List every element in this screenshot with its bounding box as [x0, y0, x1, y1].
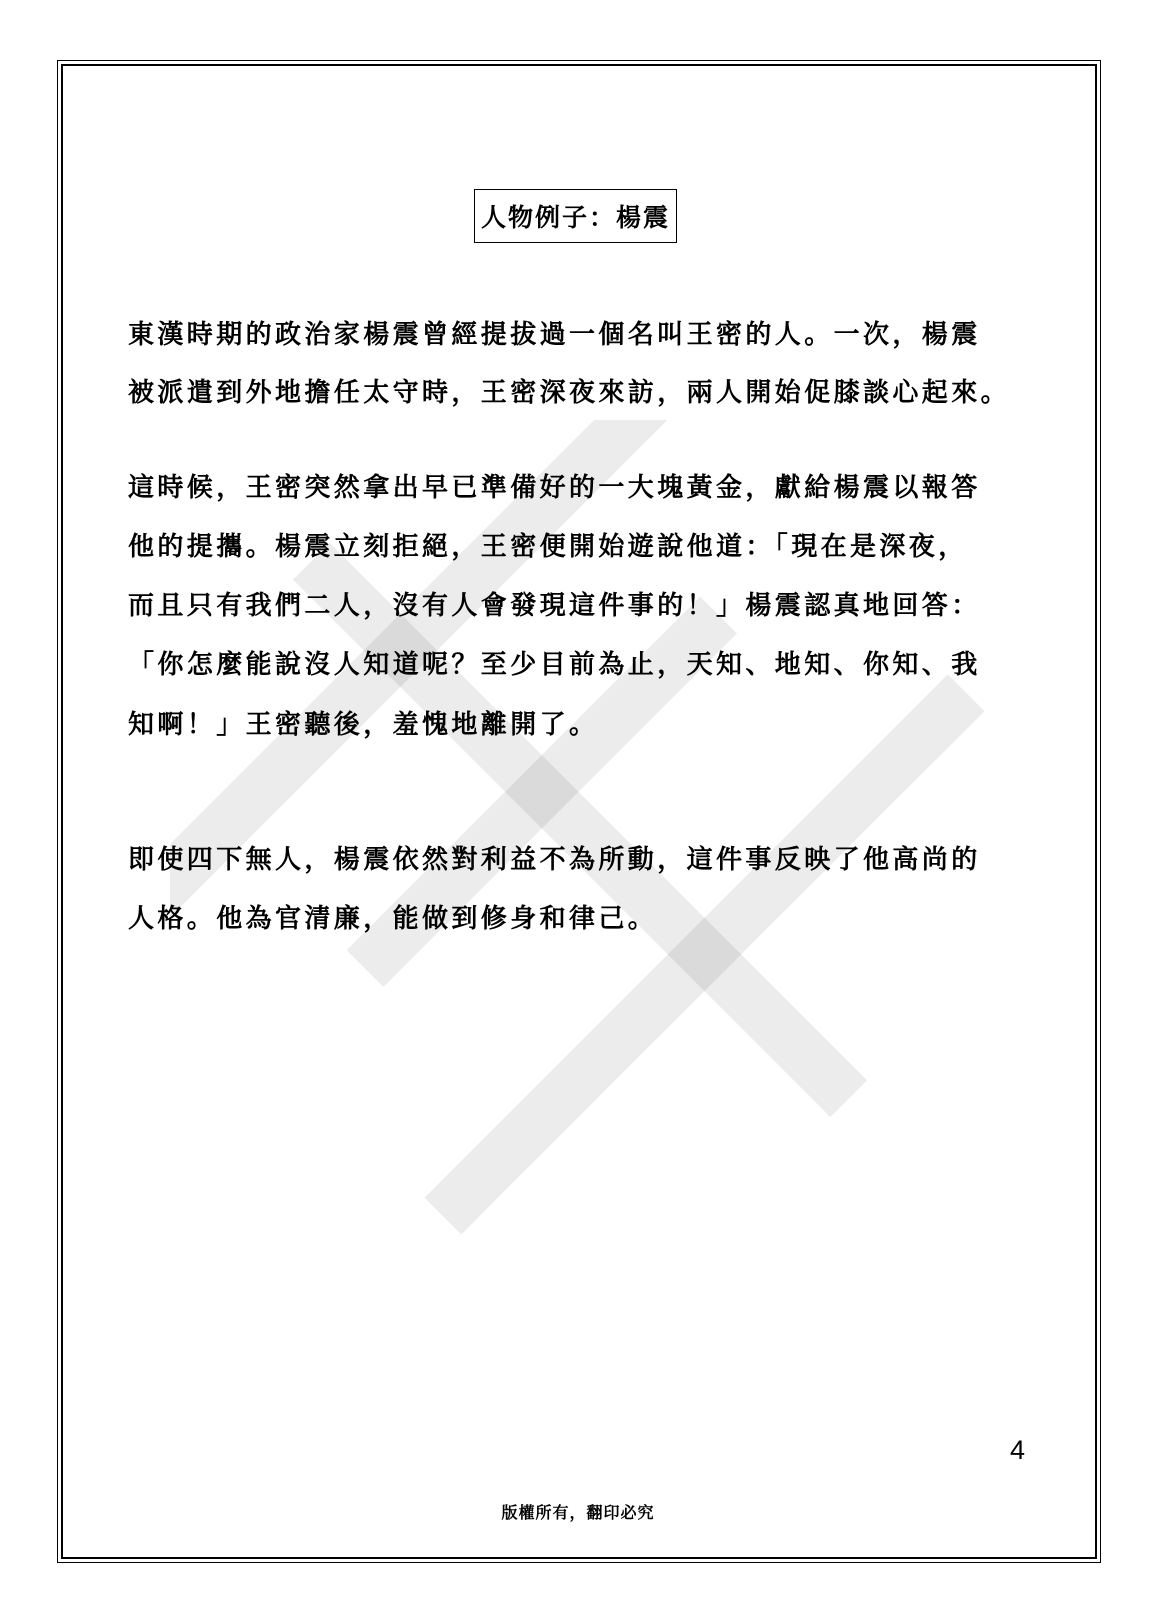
section-heading: 人物例子：楊震: [474, 189, 677, 243]
paragraph-2-line-1: 這時候，王密突然拿出早已準備好的一大塊黃金，獻給楊震以報答: [128, 473, 981, 503]
paragraph-3-line-2: 人格。他為官清廉，能做到修身和律己。: [128, 904, 658, 934]
paragraph-2-line-4: 「你怎麼能說沒人知道呢？至少目前為止，天知、地知、你知、我: [128, 650, 981, 680]
paragraph-1-line-2: 被派遣到外地擔任太守時，王密深夜來訪，兩人開始促膝談心起來。: [128, 378, 1011, 408]
paragraph-2-line-3: 而且只有我們二人，沒有人會發現這件事的！」楊震認真地回答：: [128, 591, 981, 621]
paragraph-2-line-2: 他的提攜。楊震立刻拒絕，王密便開始遊說他道：「現在是深夜，: [128, 532, 968, 562]
paragraph-1-line-1: 東漢時期的政治家楊震曾經提拔過一個名叫王密的人。一次，楊震: [128, 320, 981, 350]
page-number: 4: [1010, 1435, 1026, 1465]
paragraph-3-line-1: 即使四下無人，楊震依然對利益不為所動，這件事反映了他高尚的: [128, 845, 981, 875]
page-border-inner: [61, 64, 1097, 1559]
copyright-footer: 版權所有，翻印必究: [501, 1503, 655, 1522]
paragraph-2-line-5: 知啊！」王密聽後，羞愧地離開了。: [128, 710, 599, 740]
